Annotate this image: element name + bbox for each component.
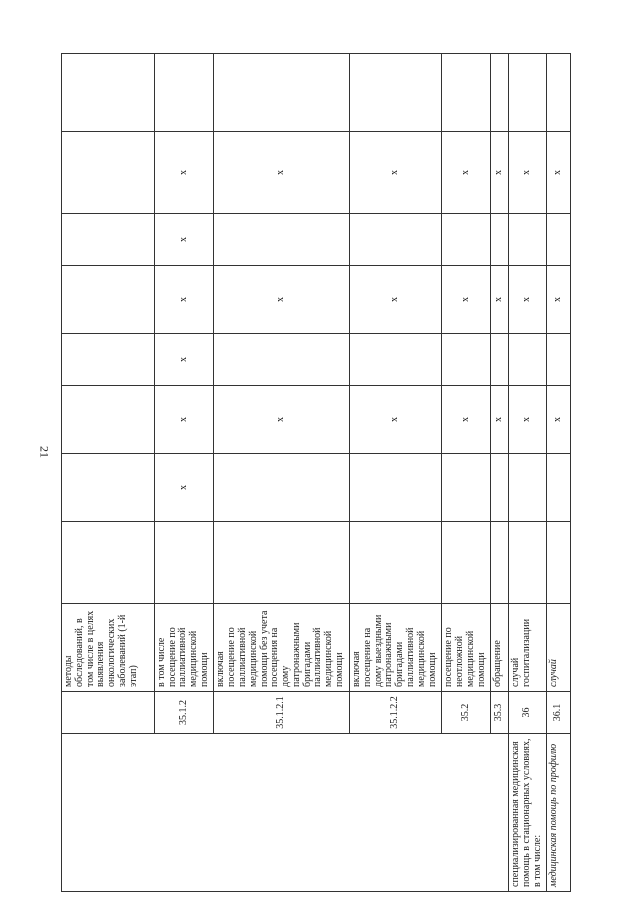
value-cell — [62, 266, 155, 334]
value-cell — [490, 334, 508, 386]
value-cell: x — [546, 266, 570, 334]
value-cell — [442, 54, 491, 132]
value-cell: x — [442, 266, 491, 334]
value-cell — [546, 334, 570, 386]
value-cell: x — [509, 266, 547, 334]
value-cell: x — [214, 132, 350, 214]
value-cell — [154, 522, 214, 604]
value-cell: x — [154, 334, 214, 386]
value-cell — [62, 54, 155, 132]
row-number-cell: 35.2 — [442, 692, 491, 734]
value-cell — [546, 522, 570, 604]
value-cell: x — [490, 386, 508, 454]
page-number: 21 — [37, 446, 52, 458]
value-cell: x — [214, 266, 350, 334]
value-cell: x — [509, 386, 547, 454]
value-cell — [490, 454, 508, 522]
value-cell — [509, 214, 547, 266]
table-sheet — [61, 54, 571, 892]
value-cell — [490, 214, 508, 266]
row-number-cell: 35.1.2.1 — [214, 692, 350, 734]
row-number-cell: 35.1.2 — [154, 692, 214, 734]
value-cell — [490, 522, 508, 604]
item-name-cell: методы обследований, в том числе в целях выявления онкологических заболеваний (1-й этап) — [62, 604, 155, 692]
value-cell: x — [214, 386, 350, 454]
value-cell: x — [350, 386, 442, 454]
item-name-cell: обращение — [490, 604, 508, 692]
value-cell — [214, 214, 350, 266]
value-cell — [350, 54, 442, 132]
value-cell — [546, 454, 570, 522]
value-cell — [62, 132, 155, 214]
row-number-cell: 35.3 — [490, 692, 508, 734]
table-row — [509, 54, 547, 892]
value-cell: x — [154, 132, 214, 214]
value-cell — [62, 334, 155, 386]
group-cell — [62, 734, 509, 892]
value-cell — [442, 214, 491, 266]
value-cell: x — [350, 132, 442, 214]
row-number-cell — [62, 692, 155, 734]
value-cell — [490, 54, 508, 132]
item-name-cell: в том числе посещение по паллиативной медицинской помощи — [154, 604, 214, 692]
value-cell: x — [509, 132, 547, 214]
value-cell: x — [442, 386, 491, 454]
value-cell — [214, 334, 350, 386]
group-cell: медицинская помощь по профилю — [546, 734, 570, 892]
row-number-cell: 36 — [509, 692, 547, 734]
value-cell: x — [154, 454, 214, 522]
value-cell — [350, 334, 442, 386]
value-cell: x — [490, 266, 508, 334]
value-cell: x — [154, 386, 214, 454]
item-name-cell: включая посещение на дому выездными патронажными бригадами паллиативной медицинской помощи — [350, 604, 442, 692]
rotated-table-area — [61, 54, 571, 892]
table-row — [546, 54, 570, 892]
value-cell: x — [490, 132, 508, 214]
value-cell — [62, 386, 155, 454]
value-cell — [509, 54, 547, 132]
value-cell — [154, 54, 214, 132]
value-cell: x — [442, 132, 491, 214]
row-number-cell: 36.1 — [546, 692, 570, 734]
value-cell — [350, 522, 442, 604]
value-cell — [509, 522, 547, 604]
value-cell — [442, 522, 491, 604]
value-cell: x — [546, 132, 570, 214]
value-cell — [442, 454, 491, 522]
value-cell — [350, 454, 442, 522]
value-cell — [509, 454, 547, 522]
item-name-cell: включая посещение по паллиативной медицинской помощи без учета посещения на дому патронажными бригадами паллиативной медицинской помощи — [214, 604, 350, 692]
value-cell — [442, 334, 491, 386]
value-cell: x — [154, 214, 214, 266]
value-cell — [62, 214, 155, 266]
value-cell — [509, 334, 547, 386]
value-cell — [62, 522, 155, 604]
table-row — [62, 54, 155, 892]
value-cell: x — [546, 386, 570, 454]
value-cell — [214, 454, 350, 522]
data-table — [61, 53, 571, 892]
item-name-cell: случай госпитализации — [509, 604, 547, 692]
value-cell: x — [350, 266, 442, 334]
value-cell: x — [154, 266, 214, 334]
group-cell: специализированная медицинская помощь в стационарных условиях, в том числе: — [509, 734, 547, 892]
value-cell — [62, 454, 155, 522]
value-cell — [214, 54, 350, 132]
item-name-cell: случай — [546, 604, 570, 692]
value-cell — [214, 522, 350, 604]
value-cell — [350, 214, 442, 266]
value-cell — [546, 214, 570, 266]
item-name-cell: посещение по неотложной медицинской помощи — [442, 604, 491, 692]
row-number-cell: 35.1.2.2 — [350, 692, 442, 734]
value-cell — [546, 54, 570, 132]
